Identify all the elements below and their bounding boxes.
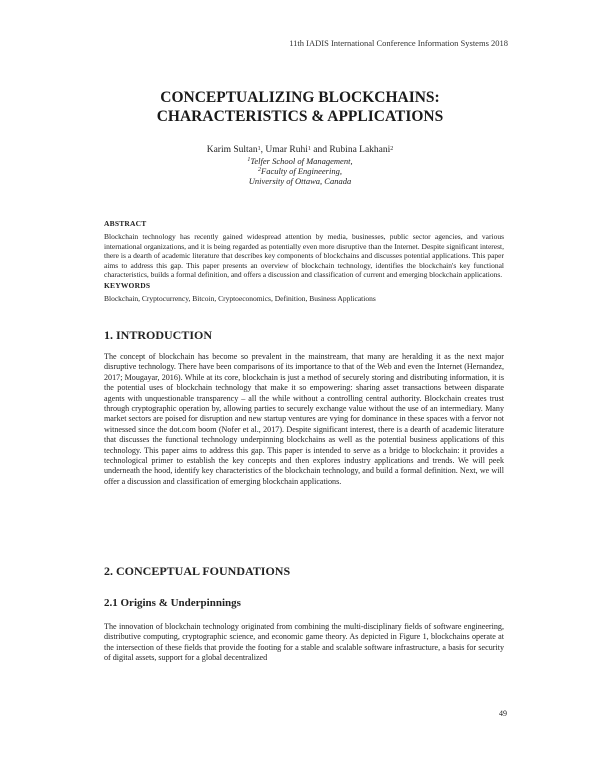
aff-2-sup: 2 (258, 167, 262, 173)
author-sep: , (260, 145, 266, 155)
aff-1-sup: 1 (247, 157, 251, 163)
affiliation-1 (0, 156, 600, 166)
author-2-sup: 1 (307, 146, 311, 152)
affiliation-2 (0, 166, 600, 176)
section-introduction-heading: 1. INTRODUCTION (104, 328, 213, 342)
title-line-1: CONCEPTUALIZING BLOCKCHAINS: (160, 89, 440, 106)
subsection-origins-heading: 2.1 Origins & Underpinnings (104, 597, 241, 609)
page-number: 49 (499, 709, 507, 718)
origins-text: The innovation of blockchain technology originated from combining the multi-disciplinary fields of software engineering, distributive computing, cryptographic science, and economic game theory. As depicted in Figure 1, blockchains operate at the intersection of these fields that provide the footing for a stable and scalable software infrastructure, a basis for security of digital assets, support for a global decentralized (104, 622, 504, 663)
author-block (0, 145, 600, 186)
affiliation-3: University of Ottawa, Canada (248, 176, 352, 186)
aff-1-text: Telfer School of Management, (250, 156, 353, 166)
keywords-text: Blockchain, Cryptocurrency, Bitcoin, Cryptoeconomics, Definition, Business Applications (104, 294, 376, 303)
paper-title (0, 88, 600, 126)
author-names (0, 145, 600, 156)
abstract-heading: ABSTRACT (104, 219, 147, 228)
section-conceptual-heading: 2. CONCEPTUAL FOUNDATIONS (104, 564, 291, 578)
abstract-text: Blockchain technology has recently gained widespread attention by media, businesses, public sector agencies, and various international organizations, and it is being regarded as potentially even more disruptive than the Internet. Despite significant interest, there is a dearth of academic literature that describes key components of blockchains and discusses potential applications. This paper aims to address this gap. This paper presents an overview of blockchain technology, identifies the blockchain's key functional characteristics, builds a formal definition, and offers a discussion and classification of current and emerging blockchain applications. (104, 232, 504, 280)
author-3: Rubina Lakhani (329, 145, 391, 155)
keywords-heading: KEYWORDS (104, 281, 151, 290)
author-1-sup: 1 (257, 146, 261, 152)
author-3-sup: 2 (390, 146, 394, 152)
aff-2-text: Faculty of Engineering, (261, 166, 342, 176)
running-header: 11th IADIS International Conference Information Systems 2018 (289, 38, 508, 48)
author-1: Karim Sultan (206, 145, 258, 155)
title-line-2: CHARACTERISTICS & APPLICATIONS (156, 108, 444, 125)
introduction-text: The concept of blockchain has become so prevalent in the mainstream, that many are heralding it as the next major disruptive technology. There have been comparisons of its importance to that of the Web and even the Internet (Hernandez, 2017; Mougayar, 2016). While at its core, blockchain is just a method of securely storing and distributing information, it is the potential uses of blockchain technology that make it so empowering: sharing asset transactions between disparate agents with unquestionable transparency – all the while without a controlling central authority. Blockchain creates trust through cryptographic operation by, allowing parties to securely exchange value without the use of an intermediary. Many market sectors are poised for disruption and new startup ventures are vying for dominance in these spaces with a fervor not witnessed since the dot.com boom (Nofer et al., 2017). Despite significant interest, there is a dearth of academic literature that discusses the functional technology underpinning blockchains as well as the potential business applications of this technology. This paper aims to address this gap. This paper is intended to serve as a bridge to blockchain: it provides a technological primer to establish the key concepts and then explores industry applications and trends. We will peek underneath the hood, identify key characteristics of the blockchain technology, and build a formal definition. Next, we will offer a discussion and classification of emerging blockchain applications. (104, 352, 504, 486)
author-sep: and (310, 145, 330, 155)
author-2: Umar Ruhi (265, 145, 308, 155)
